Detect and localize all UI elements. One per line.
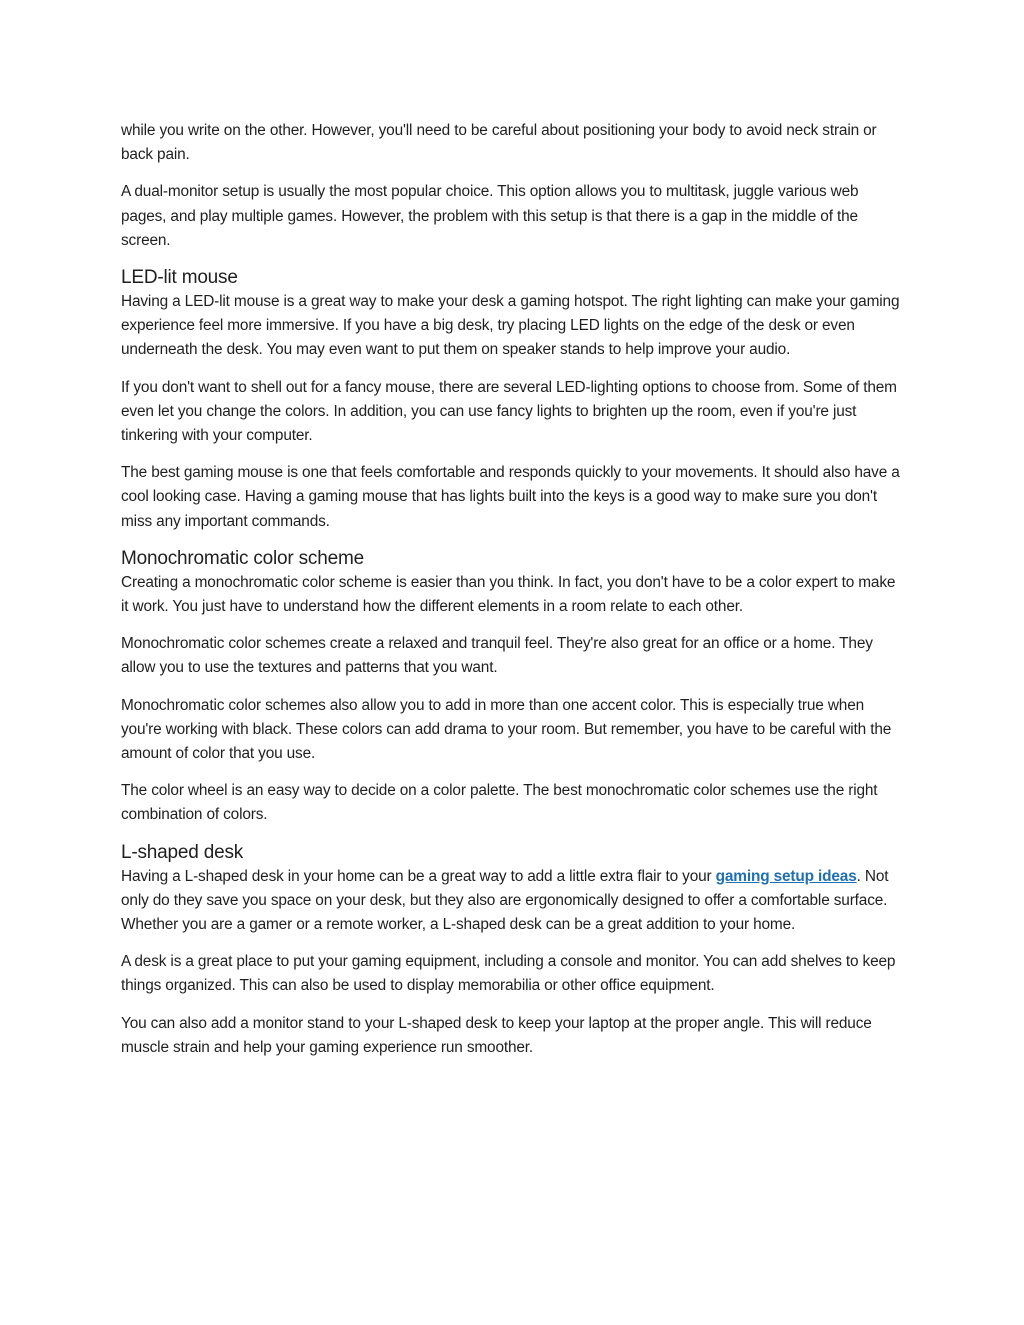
desk-paragraph-1-text-before: Having a L-shaped desk in your home can be a great way to add a little extra flair to your bbox=[121, 867, 716, 885]
desk-paragraph-1 bbox=[121, 865, 906, 938]
mono-paragraph-3: Monochromatic color schemes also allow you to add in more than one accent color. This is especially true when you're working with black. These colors can add drama to your room. But remember, you have to be careful with the amount of color that you use. bbox=[121, 696, 892, 763]
desk-paragraph-3: You can also add a monitor stand to your L-shaped desk to keep your laptop at the proper angle. This will reduce muscle strain and help your gaming experience run smoother. bbox=[121, 1014, 872, 1056]
led-paragraph-3: The best gaming mouse is one that feels comfortable and responds quickly to your movements. It should also have a cool looking case. Having a gaming mouse that has lights built into the keys is a good way to make sure you don't miss any important commands. bbox=[121, 464, 900, 530]
document-page bbox=[121, 119, 906, 1073]
intro-paragraph-2: A dual-monitor setup is usually the most popular choice. This option allows you to multitask, juggle various web pages, and play multiple games. However, the problem with this setup is that there is a gap in the middle of the screen. bbox=[121, 183, 859, 249]
section-heading-led-mouse: LED-lit mouse bbox=[121, 267, 238, 289]
desk-paragraph-2: A desk is a great place to put your gaming equipment, including a console and monitor. You can add shelves to keep things organized. This can also be used to display memorabilia or other office equipment. bbox=[121, 953, 896, 995]
section-heading-l-shaped-desk: L-shaped desk bbox=[121, 841, 244, 863]
mono-paragraph-2: Monochromatic color schemes create a relaxed and tranquil feel. They're also great for an office or a home. They allow you to use the textures and patterns that you want. bbox=[121, 635, 873, 677]
section-heading-monochromatic: Monochromatic color scheme bbox=[121, 547, 364, 569]
desk-paragraph-1-text-after: . Not only do they save you space on your desk, but they also are ergonomically designed to offer a comfortable surface. Whether you are a gamer or a remote worker, a L-shaped desk can be a great addition to your home. bbox=[121, 867, 889, 934]
mono-paragraph-4: The color wheel is an easy way to decide on a color palette. The best monochromatic color schemes use the right combination of colors. bbox=[121, 782, 878, 824]
gaming-setup-ideas-link[interactable]: gaming setup ideas bbox=[715, 867, 857, 885]
intro-paragraph-1: while you write on the other. However, you'll need to be careful about positioning your body to avoid neck strain or back pain. bbox=[121, 122, 877, 164]
led-paragraph-2: If you don't want to shell out for a fancy mouse, there are several LED-lighting options to choose from. Some of them even let you change the colors. In addition, you can use fancy lights to brighten up the room, even if you're just tinkering with your computer. bbox=[121, 378, 897, 445]
mono-paragraph-1: Creating a monochromatic color scheme is easier than you think. In fact, you don't have to be a color expert to make it work. You just have to understand how the different elements in a room relate to each other. bbox=[121, 573, 896, 616]
led-paragraph-1: Having a LED-lit mouse is a great way to make your desk a gaming hotspot. The right lighting can make your gaming experience feel more immersive. If you have a big desk, try placing LED lights on the edge of the desk or even underneath the desk. You may even want to put them on speaker stands to help improve your audio. bbox=[121, 293, 900, 359]
